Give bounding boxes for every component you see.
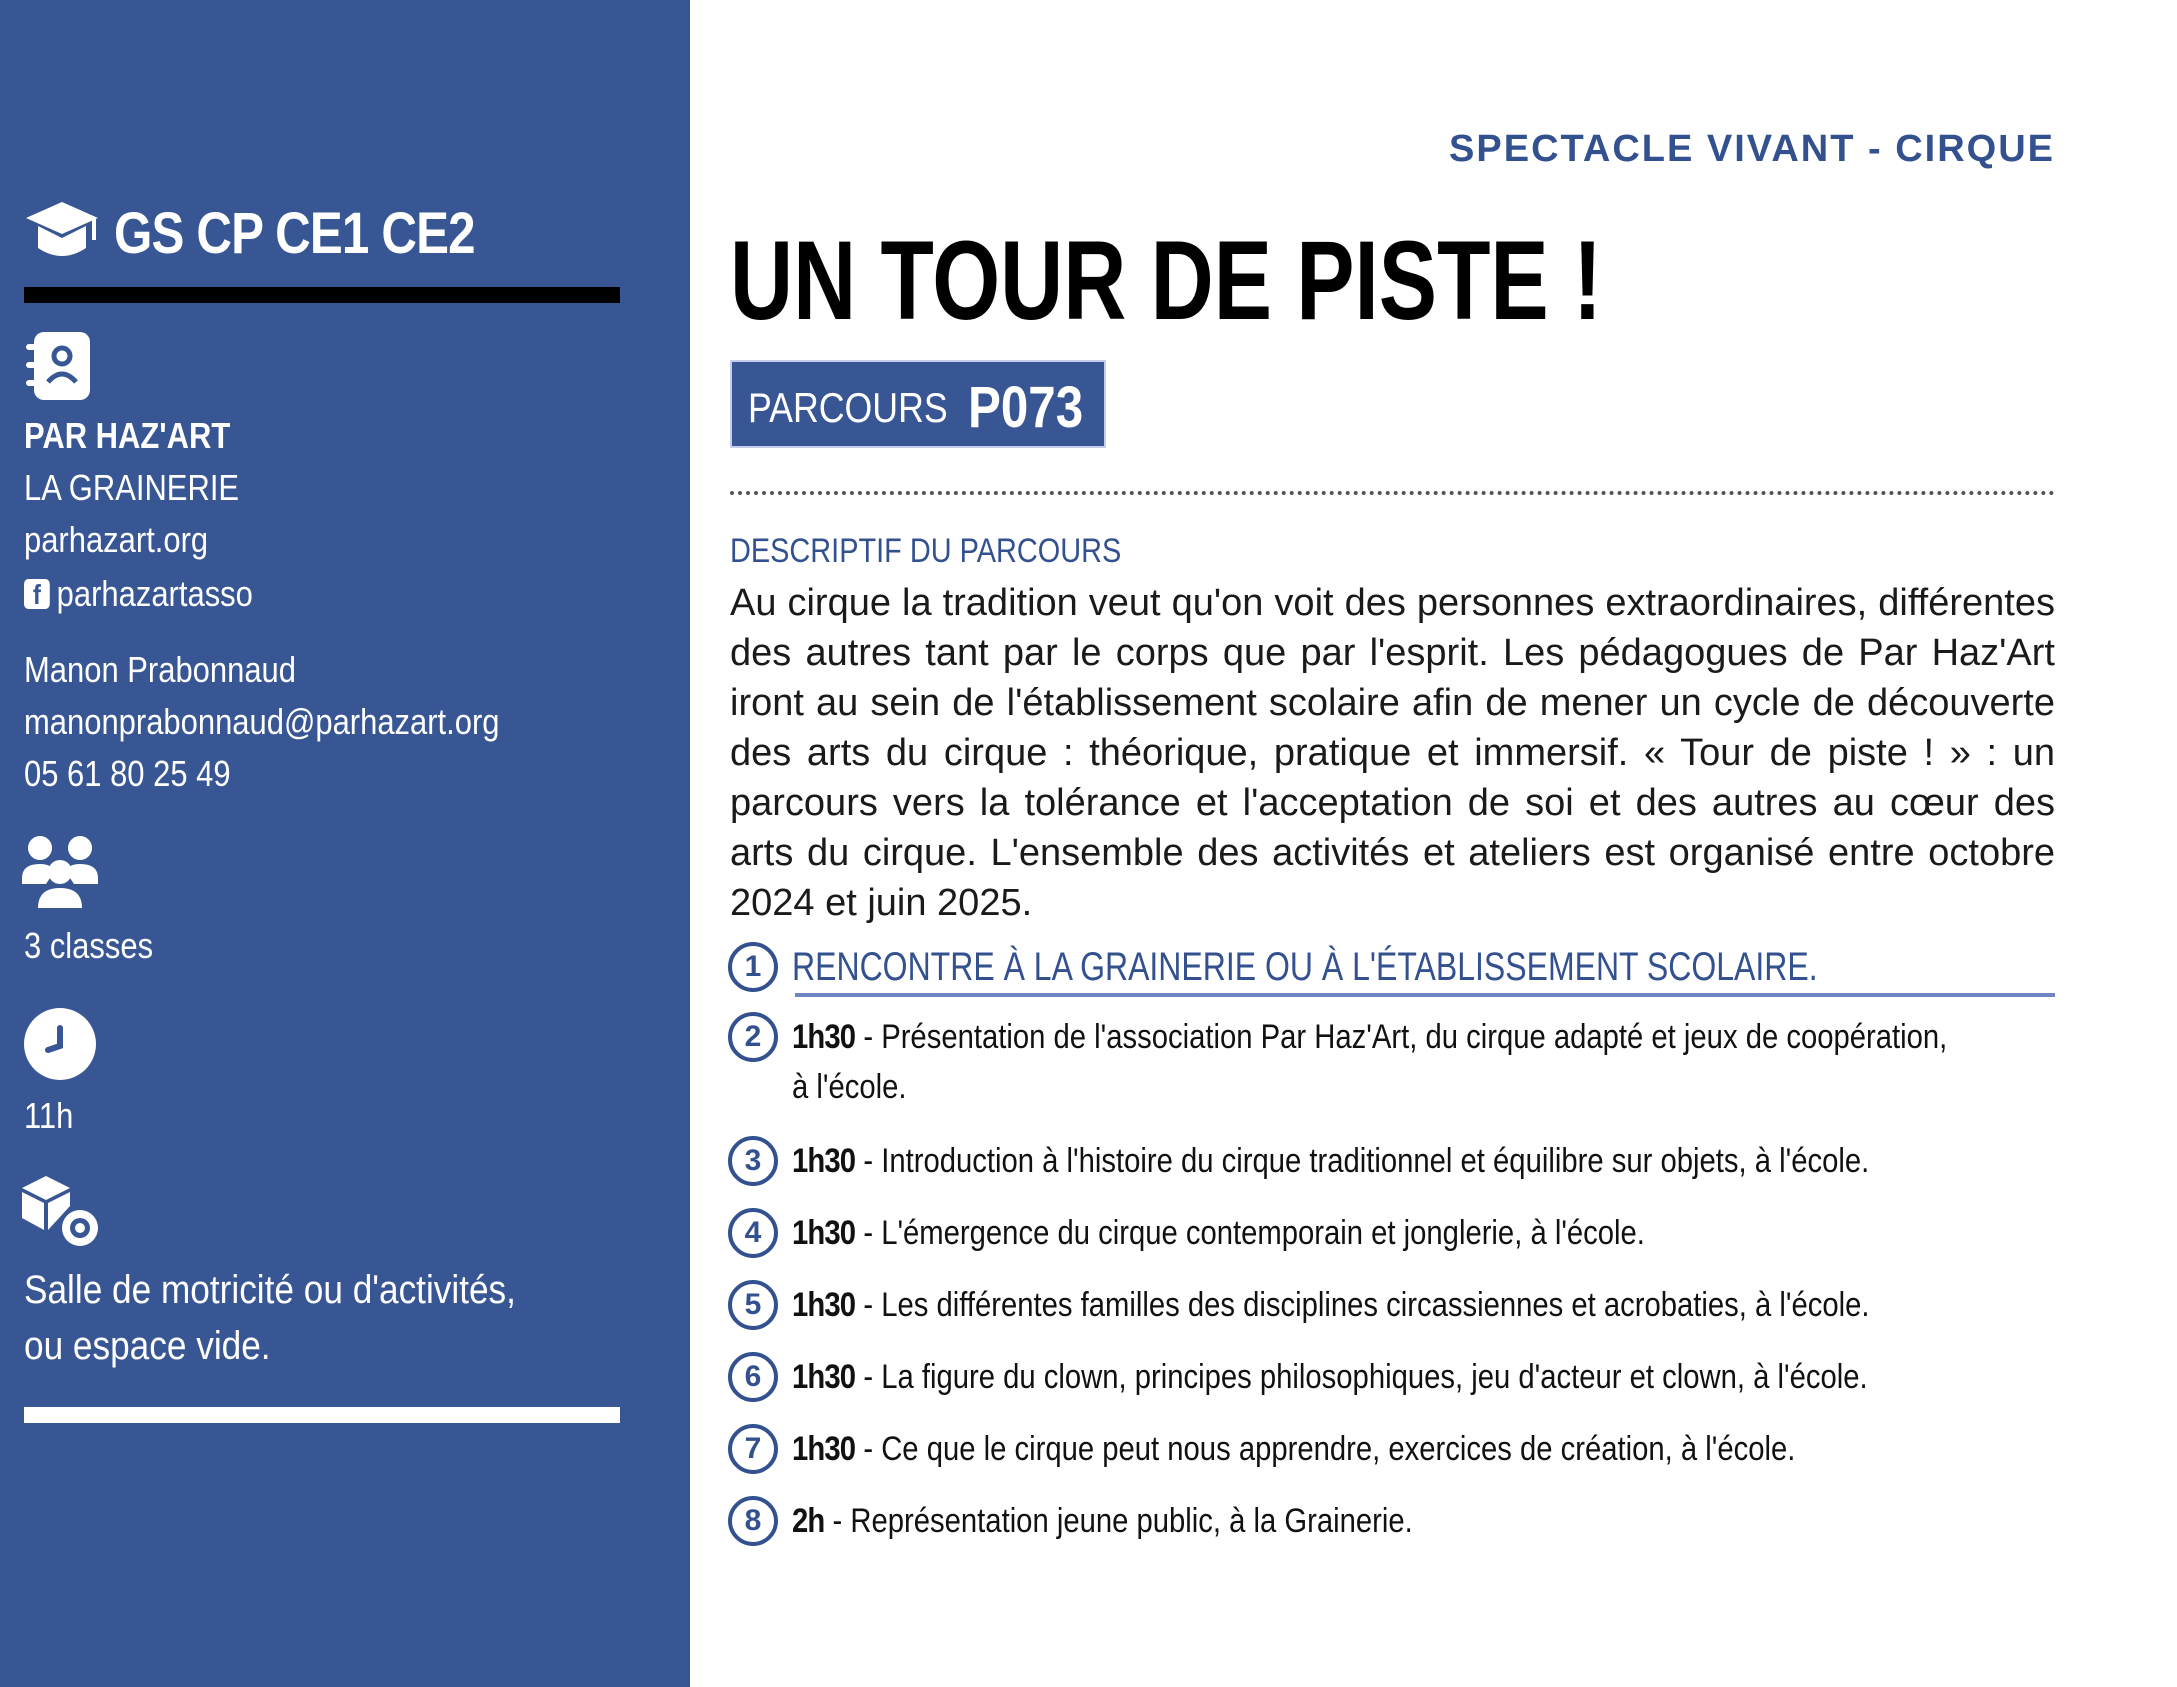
step-body [792,1012,1947,1112]
step-number: 3 [728,1136,778,1186]
facebook-row[interactable] [24,572,253,615]
step-text: RENCONTRE À LA GRAINERIE OU À L'ÉTABLISSEMENT SCOLAIRE. [792,945,1818,989]
parcours-code: P073 [968,375,1084,440]
step-text: - L'émergence du cirque contemporain et jonglerie, à l'école. [855,1214,1645,1252]
step-2 [728,1012,2135,1112]
step-1-underline [795,993,2055,997]
step-text: - La figure du clown, principes philosophiques, jeu d'acteur et clown, à l'école. [855,1358,1868,1396]
step-duration: 1h30 [792,1018,856,1056]
parcours-label: PARCOURS [748,384,948,431]
step-1 [728,942,2074,992]
step-number: 2 [728,1012,778,1062]
step-body [792,1496,1413,1546]
step-number: 4 [728,1208,778,1258]
step-number: 8 [728,1496,778,1546]
step-7 [728,1424,1959,1474]
page-title: UN TOUR DE PISTE ! [730,218,1603,343]
clock-icon [24,1008,96,1080]
step-5 [728,1280,2045,1330]
levels-row [24,198,538,270]
step-body [792,1136,1869,1186]
step-body [792,1280,1870,1330]
sidebar [0,0,690,1687]
step-text: - Présentation de l'association Par Haz'Art, du cirque adapté et jeux de coopération, [855,1018,1948,1056]
step-text: - Introduction à l'histoire du cirque traditionnel et équilibre sur objets, à l'école. [855,1142,1870,1180]
space-requirements [24,1262,587,1374]
contact-email[interactable]: manonprabonnaud@parhazart.org [24,701,500,742]
step-duration: 1h30 [792,1286,856,1324]
step-number: 1 [728,942,778,992]
website-link[interactable]: parhazart.org [24,519,209,560]
classes-count: 3 classes [24,925,154,966]
step-6 [728,1352,2043,1402]
box-gear-icon [22,1176,102,1248]
contact-name: Manon Prabonnaud [24,649,296,690]
dotted-divider [730,491,2055,495]
divider-bottom [24,1407,620,1423]
contact-book-icon [24,330,94,402]
step-duration: 1h30 [792,1142,856,1180]
step-3 [728,1136,2045,1186]
facebook-icon: f [24,579,50,609]
facebook-handle: parhazartasso [56,573,253,614]
group-icon [22,832,98,908]
description-text: Au cirque la tradition veut qu'on voit des personnes extraordinaires, différentes des autres tant par le corps que par l'esprit. Les pédagogues de Par Haz'Art iront au sein de l'établissement scolaire afin de mener un cycle de découverte des arts du cirque : théorique, pratique et immersif. « Tour de piste ! » : un parcours vers la tolérance et l'acceptation de soi et des autres au cœur des arts du cirque. L'ensemble des activités et ateliers est organisé entre octobre 2024 et juin 2025. [730,582,2055,924]
step-body [792,1352,1868,1402]
space-line-2: ou espace vide. [24,1324,271,1368]
graduation-cap-icon [24,198,100,270]
description-heading: DESCRIPTIF DU PARCOURS [730,532,1122,570]
step-body [792,1424,1795,1474]
step-text-continued: à l'école. [792,1068,907,1106]
contact-phone: 05 61 80 25 49 [24,753,231,794]
parcours-badge [730,360,1106,448]
step-number: 5 [728,1280,778,1330]
divider-top [24,287,620,303]
step-text: - Représentation jeune public, à la Grainerie. [824,1502,1413,1540]
duration-value: 11h [24,1095,74,1136]
step-duration: 2h [792,1502,825,1540]
category-label: SPECTACLE VIVANT - CIRQUE [1449,128,2055,170]
step-duration: 1h30 [792,1214,856,1252]
step-4 [728,1208,1784,1258]
step-text: - Les différentes familles des disciplines circassiennes et acrobaties, à l'école. [855,1286,1870,1324]
step-number: 7 [728,1424,778,1474]
step-text: - Ce que le cirque peut nous apprendre, exercices de création, à l'école. [855,1430,1796,1468]
space-line-1: Salle de motricité ou d'activités, [24,1268,516,1312]
step-body [792,1208,1645,1258]
step-duration: 1h30 [792,1358,856,1396]
step-duration: 1h30 [792,1430,856,1468]
step-8 [728,1496,1514,1546]
org-venue: LA GRAINERIE [24,467,240,508]
levels-text: GS CP CE1 CE2 [114,201,475,266]
main-content [690,0,2177,1687]
org-name: PAR HAZ'ART [24,415,231,456]
step-number: 6 [728,1352,778,1402]
